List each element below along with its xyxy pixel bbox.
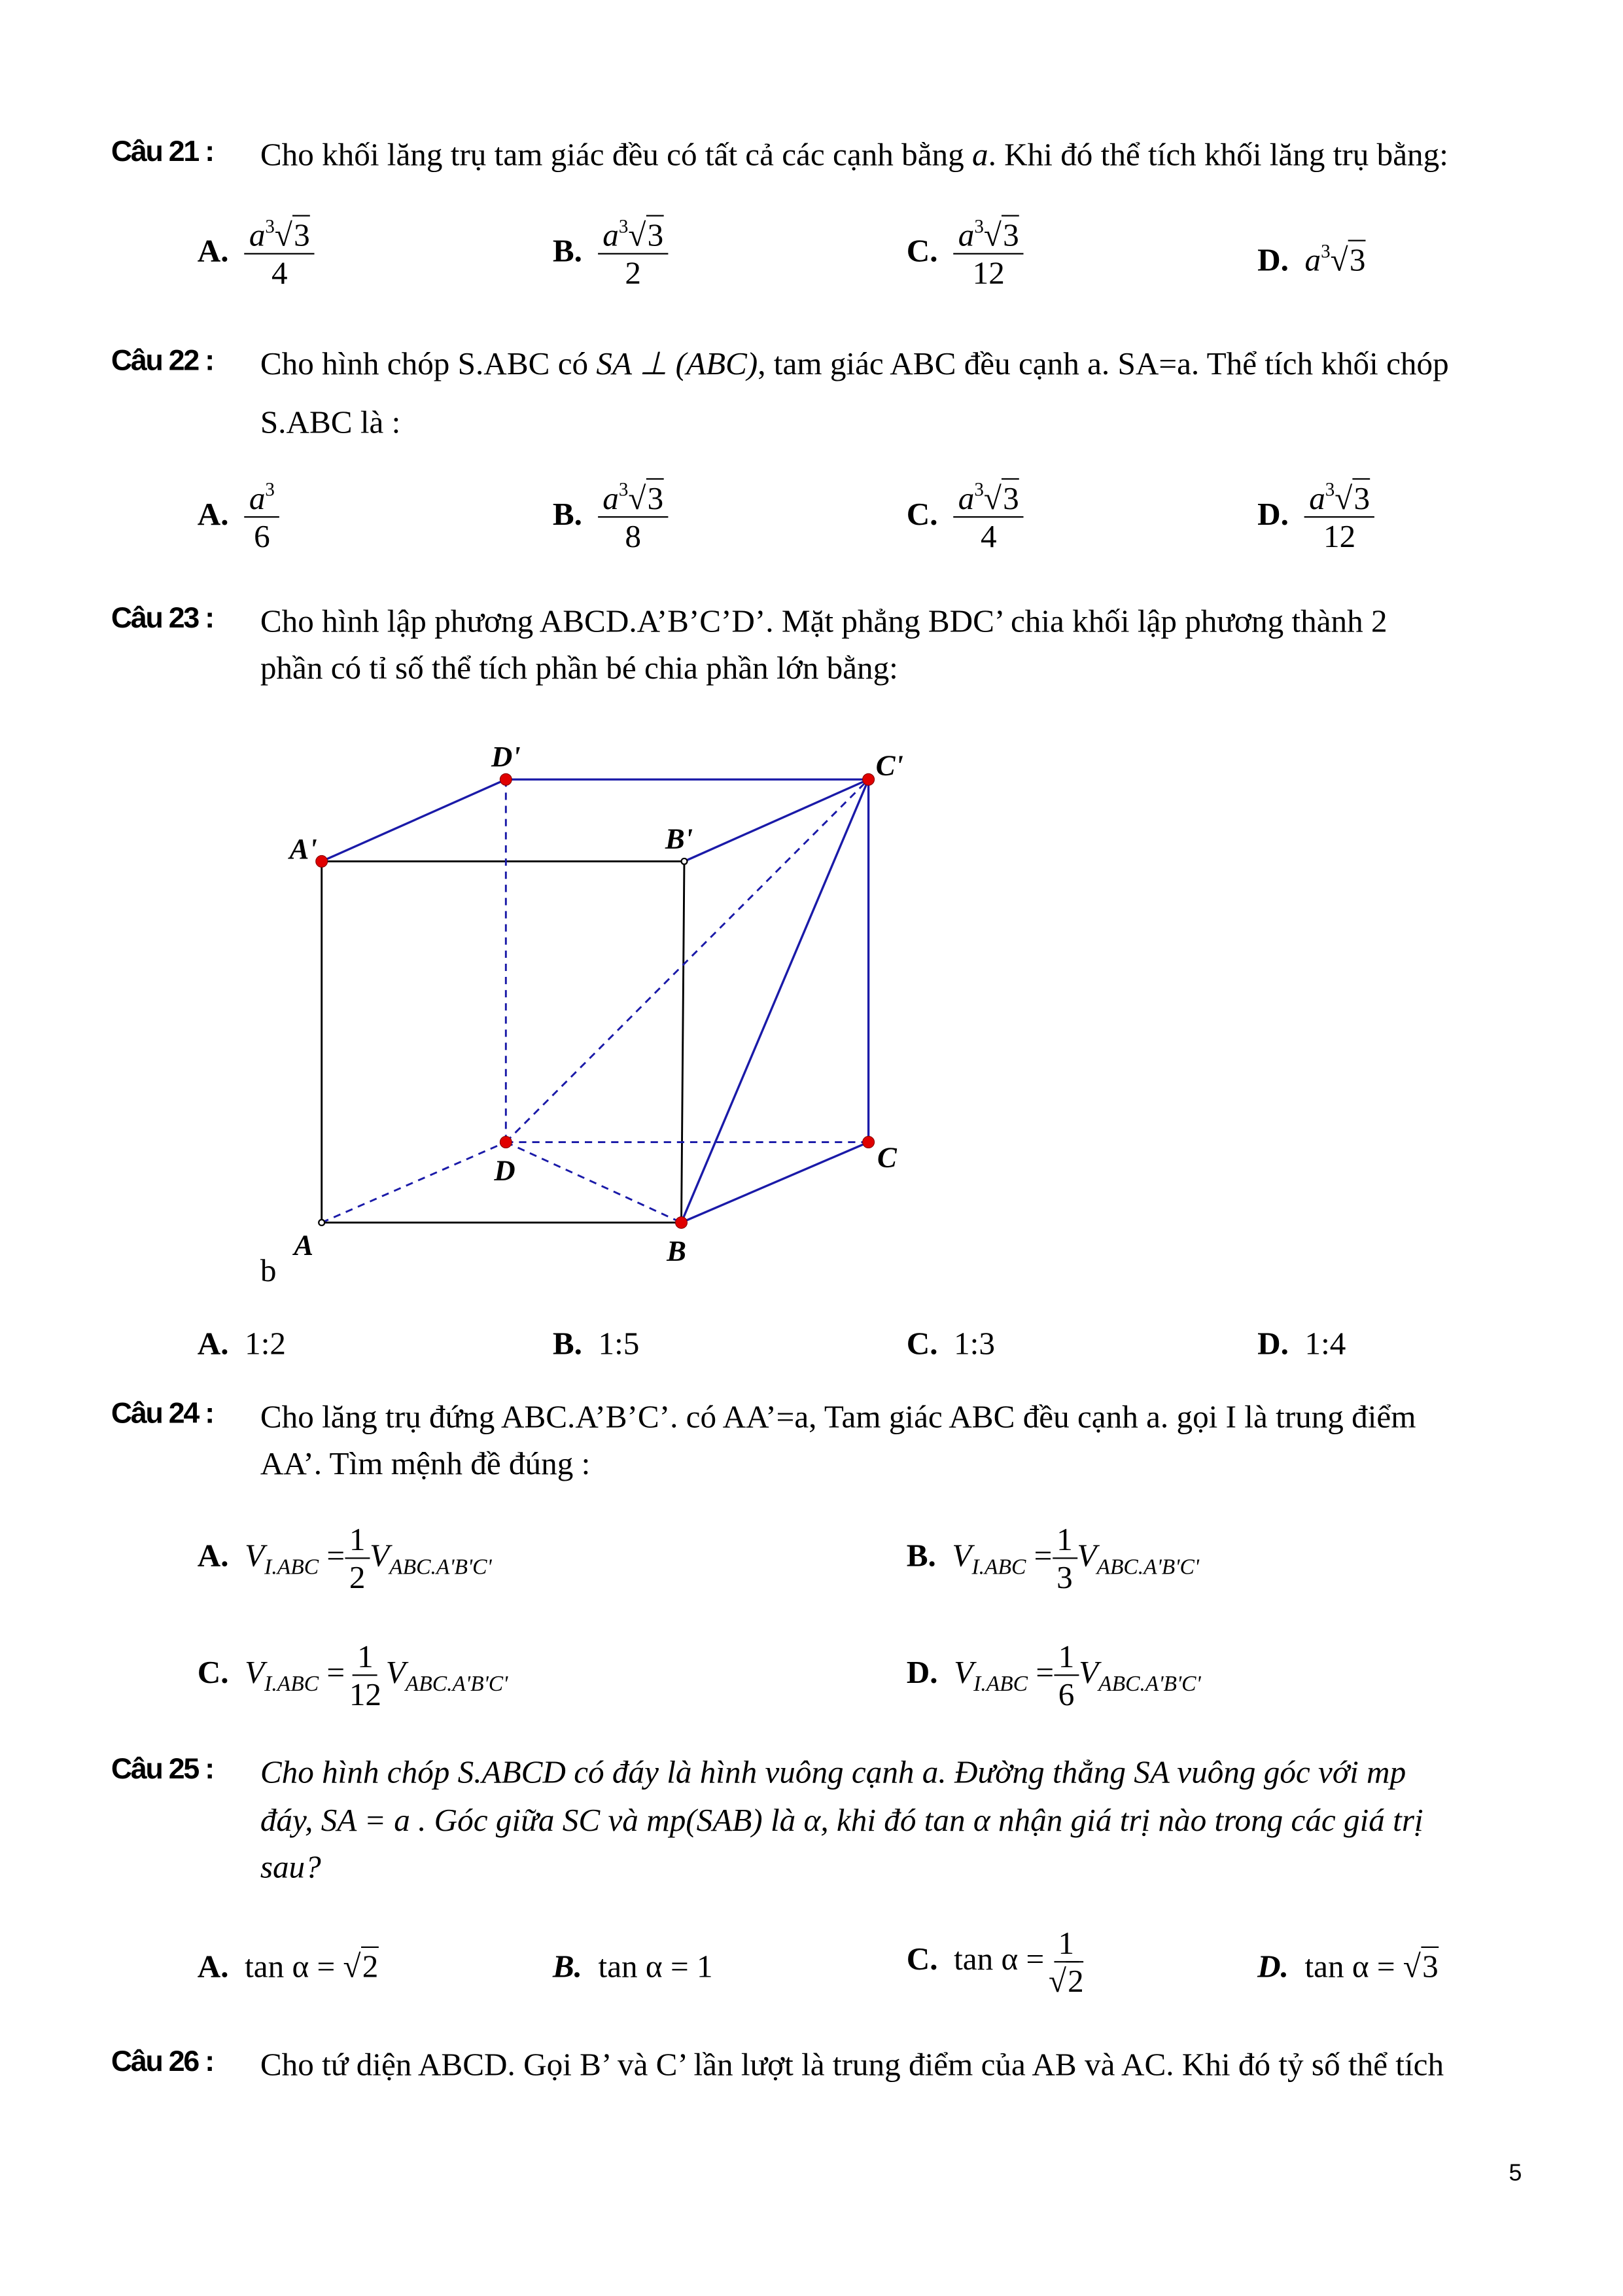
den: 2 bbox=[625, 255, 641, 292]
rsub: ABC.A'B'C' bbox=[1098, 1673, 1201, 1697]
q22-option-c[interactable]: C. $\frac{a^3√ 3}{4}$ bbox=[907, 480, 1024, 555]
exp: 3 bbox=[974, 215, 984, 238]
exp: 3 bbox=[265, 478, 275, 501]
root: 2 bbox=[1066, 1962, 1084, 2000]
option-value: 1:2 bbox=[245, 1324, 286, 1362]
edge-BprimeB bbox=[682, 861, 684, 1222]
expr: tan α = √ bbox=[1304, 1948, 1421, 1985]
point-Cprime bbox=[863, 773, 875, 785]
point-Bprime bbox=[682, 858, 688, 864]
label-Bprime: B' bbox=[665, 822, 693, 855]
root: 3 bbox=[646, 478, 663, 516]
base: a bbox=[1309, 480, 1325, 516]
v: V bbox=[370, 1536, 390, 1574]
question-23-text-line2: phần có tỉ số thể tích phần bé chia phần lớn bằng: bbox=[260, 649, 898, 686]
q23-option-c[interactable] bbox=[907, 1325, 995, 1363]
lsub: I.ABC bbox=[971, 1556, 1026, 1580]
question-25-label: Câu 25 : bbox=[111, 1753, 213, 1786]
option-letter: A. bbox=[197, 495, 229, 533]
label-b: b bbox=[260, 1252, 277, 1288]
q21-option-c[interactable]: C. $\frac{a^3√ 3}{12}$ bbox=[907, 217, 1024, 292]
base: a bbox=[602, 216, 619, 253]
den: 12 bbox=[1323, 518, 1356, 555]
num: 1 bbox=[1052, 1521, 1077, 1559]
base: a bbox=[602, 480, 619, 516]
num: 1 bbox=[1054, 1924, 1079, 1963]
option-letter: D. bbox=[906, 1653, 938, 1691]
edge-DB bbox=[506, 1142, 681, 1223]
option-value: 1:4 bbox=[1304, 1324, 1346, 1362]
q24-option-a[interactable] bbox=[198, 1521, 492, 1596]
num: 1 bbox=[1054, 1638, 1079, 1676]
eq: = bbox=[1036, 1653, 1055, 1691]
v: V bbox=[954, 1653, 974, 1691]
label-Aprime: A' bbox=[289, 832, 317, 865]
rsub: ABC.A'B'C' bbox=[389, 1556, 492, 1580]
root: 3 bbox=[1348, 240, 1366, 278]
den: 4 bbox=[980, 518, 997, 555]
option-value: 1:3 bbox=[954, 1324, 995, 1362]
edge-BCprime bbox=[682, 779, 869, 1222]
root: 3 bbox=[1002, 478, 1019, 516]
question-24-label: Câu 24 : bbox=[111, 1398, 213, 1430]
root: 2 bbox=[361, 1947, 379, 1985]
option-letter: A. bbox=[197, 1536, 229, 1574]
option-letter: D. bbox=[1257, 1948, 1289, 1985]
q23-option-a[interactable] bbox=[198, 1325, 286, 1363]
expr: tan α = bbox=[954, 1940, 1045, 1977]
question-25-text-line3: sau? bbox=[260, 1848, 321, 1885]
option-letter: D. bbox=[1257, 1324, 1289, 1362]
eq: = bbox=[326, 1653, 345, 1691]
exp: 3 bbox=[618, 478, 629, 501]
den: 4 bbox=[271, 255, 288, 292]
base: a bbox=[958, 480, 975, 516]
option-letter: B. bbox=[552, 1948, 582, 1985]
v: V bbox=[1079, 1653, 1099, 1691]
point-Dprime bbox=[500, 773, 512, 785]
edge-AD bbox=[322, 1142, 506, 1223]
q21-var: a bbox=[971, 135, 988, 173]
point-D bbox=[500, 1137, 512, 1148]
question-22-label: Câu 22 : bbox=[111, 345, 213, 378]
den: 8 bbox=[625, 518, 641, 555]
q22-text-part1: Cho hình chóp S.ABC có bbox=[260, 345, 589, 382]
rsub: ABC.A'B'C' bbox=[405, 1673, 508, 1697]
den: 2 bbox=[349, 1559, 366, 1597]
question-22-text-line2: S.ABC là : bbox=[260, 403, 401, 440]
question-26-label: Câu 26 : bbox=[111, 2045, 213, 2078]
den: 12 bbox=[972, 255, 1005, 292]
question-24-text: Cho lăng trụ đứng ABC.A’B’C’. có AA’=a, Tam giác ABC đều cạnh a. gọi I là trung điểm bbox=[260, 1398, 1416, 1435]
q25-option-c[interactable]: C. tan α = $\frac{1}{√ 2}$ bbox=[906, 1924, 1084, 2000]
q25-option-b[interactable] bbox=[553, 1948, 713, 1986]
option-letter: B. bbox=[552, 1324, 582, 1362]
option-letter: C. bbox=[906, 1940, 938, 1977]
base: a bbox=[249, 216, 266, 253]
q21-option-d[interactable]: D. $a^3√$ 3 bbox=[1257, 239, 1366, 278]
exp: 3 bbox=[1321, 239, 1331, 262]
den: 6 bbox=[254, 518, 270, 555]
v: V bbox=[385, 1653, 406, 1691]
label-Cprime: C' bbox=[875, 749, 903, 782]
question-25-text-line2: đáy, SA = a . Góc giữa SC và mp(SAB) là α, khi đó tan α nhận giá trị nào trong các giá trị bbox=[260, 1801, 1423, 1839]
option-letter: C. bbox=[197, 1653, 229, 1691]
q22-option-d[interactable]: D. $\frac{a^3√ 3}{12}$ bbox=[1257, 480, 1374, 555]
point-A bbox=[319, 1220, 324, 1226]
edge-BprimeCprime bbox=[684, 779, 869, 861]
q24-option-d[interactable] bbox=[907, 1638, 1201, 1713]
label-C: C bbox=[877, 1140, 897, 1174]
option-letter: D. bbox=[1257, 241, 1289, 278]
root: 3 bbox=[1352, 478, 1370, 516]
question-23-text: Cho hình lập phương ABCD.A’B’C’D’. Mặt phẳng BDC’ chia khối lập phương thành 2 bbox=[260, 602, 1387, 639]
eq: = bbox=[326, 1536, 345, 1574]
q22-math: SA ⊥ (ABC) bbox=[596, 345, 758, 382]
question-24-text-line2: AA’. Tìm mệnh đề đúng : bbox=[260, 1445, 591, 1482]
base: a bbox=[1304, 241, 1321, 278]
label-B: B bbox=[667, 1234, 686, 1267]
q25-option-d[interactable] bbox=[1257, 1948, 1439, 1986]
v: V bbox=[952, 1536, 972, 1574]
option-letter: A. bbox=[197, 1948, 229, 1985]
num: 1 bbox=[353, 1638, 377, 1676]
root: 3 bbox=[1002, 215, 1019, 253]
question-21-label: Câu 21 : bbox=[111, 135, 213, 169]
lsub: I.ABC bbox=[264, 1673, 319, 1697]
option-letter: A. bbox=[197, 1324, 229, 1362]
root: 3 bbox=[292, 215, 310, 253]
q21-text-part2: . Khi đó thể tích khối lăng trụ bằng: bbox=[988, 135, 1448, 173]
question-23-label: Câu 23 : bbox=[111, 602, 213, 635]
q21-option-a[interactable]: A. $\frac{a^3√ 3}{4}$ bbox=[198, 217, 315, 292]
option-letter: C. bbox=[906, 495, 938, 533]
den: 3 bbox=[1056, 1559, 1073, 1597]
den: 12 bbox=[349, 1676, 381, 1713]
exp: 3 bbox=[1325, 478, 1335, 501]
eq: = bbox=[1034, 1536, 1053, 1574]
option-letter: C. bbox=[906, 1324, 938, 1362]
question-25-text: Cho hình chóp S.ABCD có đáy là hình vuông cạnh a. Đường thẳng SA vuông góc với mp bbox=[260, 1753, 1406, 1790]
num: 1 bbox=[345, 1521, 370, 1559]
option-letter: D. bbox=[1257, 495, 1289, 533]
expr: tan α = 1 bbox=[598, 1948, 713, 1985]
lsub: I.ABC bbox=[973, 1673, 1028, 1697]
option-letter: B. bbox=[552, 495, 582, 533]
option-letter: B. bbox=[552, 232, 582, 269]
base: a bbox=[958, 216, 975, 253]
point-Aprime bbox=[316, 855, 328, 867]
point-B bbox=[676, 1217, 688, 1229]
q23-option-d[interactable] bbox=[1257, 1325, 1346, 1363]
exp: 3 bbox=[974, 478, 984, 501]
point-C bbox=[863, 1137, 875, 1148]
v: V bbox=[245, 1536, 265, 1574]
q24-option-b[interactable] bbox=[907, 1521, 1199, 1596]
den: 6 bbox=[1058, 1676, 1075, 1713]
q21-option-b[interactable]: B. $\frac{a^3√ 3}{2}$ bbox=[553, 217, 668, 292]
question-26-text: Cho tứ diện ABCD. Gọi B’ và C’ lần lượt là trung điểm của AB và AC. Khi đó tỷ số thể tích bbox=[260, 2045, 1444, 2083]
label-A: A bbox=[294, 1228, 314, 1262]
root: 3 bbox=[1421, 1947, 1439, 1985]
option-letter: A. bbox=[197, 232, 229, 269]
option-letter: C. bbox=[906, 232, 938, 269]
label-Dprime: D' bbox=[491, 740, 521, 773]
v: V bbox=[1077, 1536, 1097, 1574]
q23-option-b[interactable] bbox=[553, 1325, 640, 1363]
option-value: 1:5 bbox=[598, 1324, 640, 1362]
q24-option-c[interactable] bbox=[198, 1638, 508, 1713]
q25-option-a[interactable] bbox=[198, 1948, 379, 1986]
root: 3 bbox=[646, 215, 663, 253]
edge-AprimeDprime bbox=[322, 779, 506, 861]
q22-option-b[interactable]: B. $\frac{a^3√ 3}{8}$ bbox=[553, 480, 668, 555]
v: V bbox=[245, 1653, 265, 1691]
lsub: I.ABC bbox=[264, 1556, 319, 1580]
q21-text-part1: Cho khối lăng trụ tam giác đều có tất cả các cạnh bằng bbox=[260, 135, 964, 173]
q22-text-part2: , tam giác ABC đều cạnh a. SA=a. Thể tích khối chóp bbox=[758, 345, 1449, 382]
base: a bbox=[249, 480, 266, 516]
option-letter: B. bbox=[906, 1536, 936, 1574]
label-D: D bbox=[494, 1154, 515, 1187]
rsub: ABC.A'B'C' bbox=[1096, 1556, 1200, 1580]
page-number: 5 bbox=[1509, 2161, 1522, 2187]
expr: tan α = √ bbox=[245, 1948, 361, 1985]
exp: 3 bbox=[265, 215, 275, 238]
exp: 3 bbox=[618, 215, 629, 238]
